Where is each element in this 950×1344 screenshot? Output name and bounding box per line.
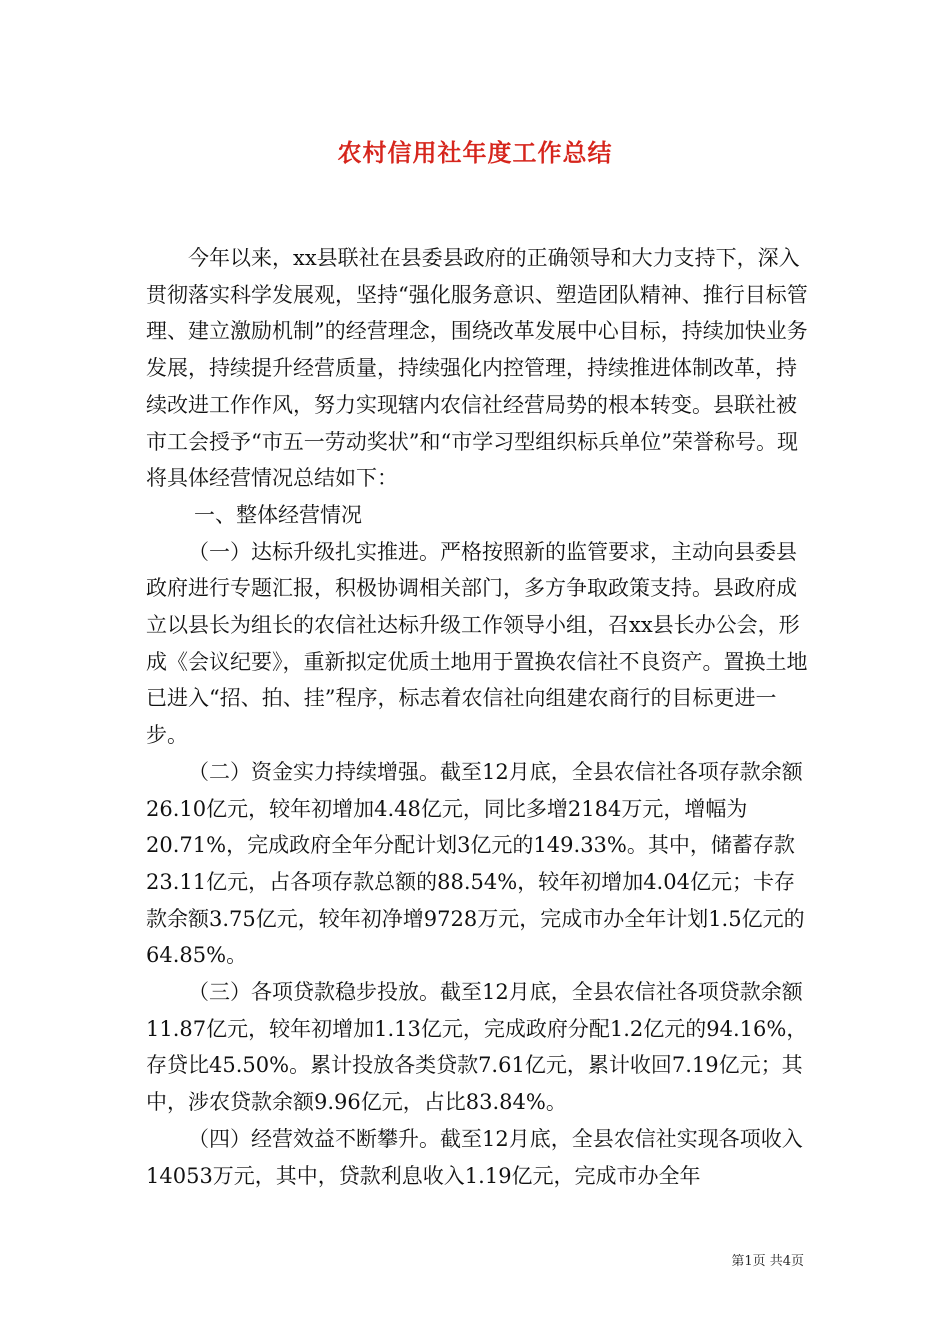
section-heading: 一、整体经营情况 [194, 502, 362, 527]
document-body [146, 240, 810, 1194]
paragraph-upgrade: （一）达标升级扎实推进。严格按照新的监管要求，主动向县委县政府进行专题汇报，积极协调相关部门，多方争取政策支持。县政府成立以县长为组长的农信社达标升级工作领导小组，召xx县长办公会，形成《会议纪要》，重新拟定优质土地用于置换农信社不良资产。置换土地已进入“招、拍、挂”程序，标志着农信社向组建农商行的目标更进一步。 [146, 539, 808, 748]
paragraph-income: （四）经营效益不断攀升。截至12月底，全县农信社实现各项收入14053万元，其中，贷款利息收入1.19亿元，完成市办全年 [146, 1126, 803, 1188]
document-title: 农村信用社年度工作总结 [337, 139, 613, 167]
intro-paragraph: 今年以来，xx县联社在县委县政府的正确领导和大力支持下，深入贯彻落实科学发展观，坚持“强化服务意识、塑造团队精神、推行目标管理、建立激励机制”的经营理念，围绕改革发展中心目标，持续加快业务发展，持续提升经营质量，持续强化内控管理，持续推进体制改革，持续改进工作作风，努力实现辖内农信社经营局势的根本转变。县联社被市工会授予“市五一劳动奖状”和“市学习型组织标兵单位”荣誉称号。现将具体经营情况总结如下： [146, 246, 808, 491]
page-number: 第1页 共4页 [731, 1254, 804, 1269]
paragraph-loans: （三）各项贷款稳步投放。截至12月底，全县农信社各项贷款余额11.87亿元，较年初增加1.13亿元，完成政府分配1.2亿元的94.16%，存贷比45.50%。累计投放各类贷款7.61亿元，累计收回7.19亿元；其中，涉农贷款余额9.96亿元，占比83.84%。 [146, 980, 808, 1115]
paragraph-deposits: （二）资金实力持续增强。截至12月底，全县农信社各项存款余额26.10亿元，较年初增加4.48亿元，同比多增2184万元，增幅为20.71%，完成政府全年分配计划3亿元的149.33%。其中，储蓄存款23.11亿元，占各项存款总额的88.54%，较年初增加4.04亿元；卡存款余额3.75亿元，较年初净增9728万元，完成市办全年计划1.5亿元的64.85%。 [146, 759, 805, 968]
